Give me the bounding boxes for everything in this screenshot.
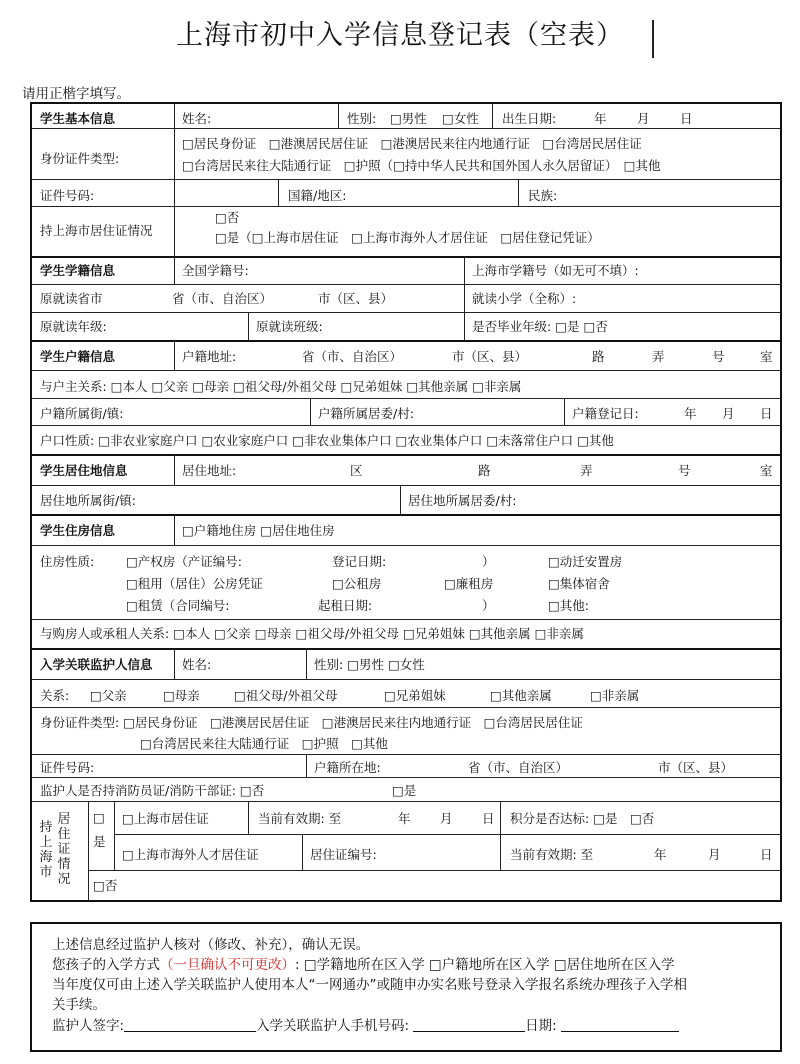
- other-housing-checkbox[interactable]: □其他:: [548, 598, 590, 613]
- residence-permit-yes[interactable]: □是（□上海市居住证 □上海市海外人才居住证 □居住登记凭证）: [215, 230, 600, 245]
- residence-permit-label: 持上海市居住证情况: [40, 223, 153, 238]
- birth-day-unit: 日: [680, 111, 693, 126]
- nationality-label: 国籍/地区:: [288, 188, 347, 203]
- hukou-road-unit: 路: [592, 349, 605, 364]
- points-qualified-options[interactable]: 积分是否达标: □是 □否: [510, 811, 655, 826]
- guardian-signature-label: 监护人签字:: [52, 1018, 125, 1034]
- page-title: 上海市初中入学信息登记表（空表）: [176, 20, 624, 51]
- student-gender-label: 性别:: [347, 111, 377, 126]
- id-type-label: 身份证件类型:: [40, 151, 120, 166]
- talent-permit-month-unit: 月: [708, 847, 721, 862]
- guardian-gender-options[interactable]: 性别: □男性 □女性: [314, 657, 425, 672]
- relation-mother-checkbox[interactable]: □母亲: [163, 688, 200, 703]
- confirm-statement: 上述信息经过监护人核对（修改、补充），确认无误。: [52, 937, 370, 953]
- hukou-reg-date-label: 户籍登记日:: [572, 406, 639, 421]
- relation-sibling-checkbox[interactable]: □兄弟姐妹: [384, 688, 446, 703]
- enrollment-method-line: [52, 956, 675, 974]
- hukou-street-label: 户籍所属街/镇:: [40, 406, 124, 421]
- public-rent-house-checkbox[interactable]: □公租房: [332, 576, 382, 591]
- guardian-permit-no-checkbox[interactable]: □否: [93, 878, 118, 893]
- firefighter-certificate-question[interactable]: 监护人是否持消防员证/消防干部证: □否: [40, 783, 265, 798]
- original-grade-label: 原就读年级:: [40, 319, 107, 334]
- talent-permit-year-unit: 年: [654, 847, 667, 862]
- section-header-school: 学生学籍信息: [40, 263, 116, 278]
- section-header-housing: 学生住房信息: [40, 523, 116, 538]
- birth-year-unit: 年: [594, 111, 607, 126]
- housing-type-options[interactable]: □户籍地住房 □居住地住房: [182, 523, 335, 538]
- relation-father-checkbox[interactable]: □父亲: [90, 688, 127, 703]
- birth-month-unit: 月: [637, 111, 650, 126]
- id-type-options-2[interactable]: □台湾居民来往大陆通行证 □护照（□持中华人民共和国外国人永久居留证） □其他: [182, 158, 661, 173]
- relation-grandparent-checkbox[interactable]: □祖父母/外祖父母: [234, 688, 338, 703]
- hukou-reg-month-unit: 月: [722, 406, 735, 421]
- hukou-reg-year-unit: 年: [684, 406, 697, 421]
- birth-date-label: 出生日期:: [502, 111, 557, 126]
- permit-valid-month-unit: 月: [440, 811, 453, 826]
- gender-female-checkbox[interactable]: □女性: [442, 111, 479, 126]
- relation-other-relative-checkbox[interactable]: □其他亲属: [490, 688, 552, 703]
- procedure-note-line1: 当年度仅可由上述入学关联监护人使用本人“一网通办”或随申办实名账号登录入学报名系统办理孩子入学相: [52, 977, 687, 993]
- confirmation-box: [30, 922, 782, 1052]
- public-rental-certificate-checkbox[interactable]: □租用（居住）公房凭证: [126, 576, 263, 591]
- hukou-number-unit: 号: [712, 349, 725, 364]
- shanghai-student-no-label: 上海市学籍号（如无可不填）:: [472, 263, 639, 278]
- guardian-phone-field[interactable]: [413, 1018, 525, 1032]
- hukou-nature-options[interactable]: 户口性质: □非农业家庭户口 □农业家庭户口 □非农业集体户口 □农业集体户口 □未落常住户口 □其他: [40, 433, 614, 448]
- sign-date-label: 日期:: [525, 1018, 557, 1034]
- ethnicity-label: 民族:: [528, 188, 558, 203]
- buyer-relation-options[interactable]: 与购房人或承租人关系: □本人 □父亲 □母亲 □祖父母/外祖父母 □兄弟姐妹 □其他亲属 □非亲属: [40, 626, 584, 641]
- registration-form: [30, 102, 782, 902]
- hukou-lane-unit: 弄: [652, 349, 665, 364]
- hukou-room-unit: 室: [760, 349, 773, 364]
- shanghai-vertical-label: 持上海市: [39, 820, 53, 880]
- guardian-province-unit: 省（市、自治区）: [468, 760, 569, 775]
- guardian-permit-yes-checkbox[interactable]: □: [93, 810, 105, 825]
- section-header-hukou: 学生户籍信息: [40, 349, 116, 364]
- registration-date-label: 登记日期:: [332, 554, 387, 569]
- guardian-name-label: 姓名:: [182, 657, 212, 672]
- property-house-checkbox[interactable]: □产权房（产证编号:: [126, 554, 243, 569]
- enrollment-method-options[interactable]: : □学籍地所在区入学 □户籍地所在区入学 □居住地所在区入学: [295, 957, 675, 973]
- irrevocable-warning: （一旦确认不可更改）: [160, 957, 295, 973]
- national-student-no-label: 全国学籍号:: [182, 263, 249, 278]
- firefighter-certificate-yes[interactable]: □是: [392, 783, 417, 798]
- id-number-label: 证件号码:: [40, 188, 95, 203]
- living-road-unit: 路: [478, 463, 491, 478]
- original-class-label: 原就读班级:: [256, 319, 323, 334]
- living-street-label: 居住地所属街/镇:: [40, 493, 136, 508]
- living-committee-label: 居住地所属居委/村:: [408, 493, 517, 508]
- hukou-province-unit: 省（市、自治区）: [302, 349, 403, 364]
- living-lane-unit: 弄: [580, 463, 593, 478]
- householder-relation-options[interactable]: 与户主关系: □本人 □父亲 □母亲 □祖父母/外祖父母 □兄弟姐妹 □其他亲属 □非亲属: [40, 379, 522, 394]
- hukou-reg-day-unit: 日: [760, 406, 773, 421]
- guardian-relation-label: 关系:: [40, 688, 70, 703]
- talent-permit-day-unit: 日: [760, 847, 773, 862]
- living-number-unit: 号: [678, 463, 691, 478]
- city-unit: 市（区、县）: [318, 291, 394, 306]
- permit-valid-day-unit: 日: [482, 811, 495, 826]
- section-header-basic: 学生基本信息: [40, 111, 116, 126]
- sign-date-field[interactable]: [561, 1018, 679, 1032]
- procedure-note-line2: 关手续。: [52, 997, 106, 1013]
- section-header-guardian: 入学关联监护人信息: [40, 657, 153, 672]
- hukou-address-label: 户籍地址:: [182, 349, 237, 364]
- living-district-unit: 区: [350, 463, 363, 478]
- signature-line: [52, 1017, 679, 1035]
- dormitory-checkbox[interactable]: □集体宿舍: [548, 576, 610, 591]
- enrollment-method-label: 您孩子的入学方式: [52, 957, 160, 973]
- guardian-id-number-label: 证件号码:: [40, 760, 95, 775]
- sh-residence-permit-checkbox[interactable]: □上海市居住证: [122, 811, 209, 826]
- living-room-unit: 室: [760, 463, 773, 478]
- hukou-committee-label: 户籍所属居委/村:: [318, 406, 414, 421]
- guardian-hukou-place-label: 户籍所在地:: [314, 760, 381, 775]
- text-cursor: [652, 20, 654, 58]
- lease-start-date-label: 起租日期:: [318, 598, 373, 613]
- residence-vertical-label: 居住证情况: [57, 812, 71, 887]
- province-unit: 省（市、自治区）: [172, 291, 273, 306]
- living-address-label: 居住地址:: [182, 463, 237, 478]
- section-header-living: 学生居住地信息: [40, 463, 128, 478]
- relocation-house-checkbox[interactable]: □动迁安置房: [548, 554, 623, 569]
- guardian-id-type-options-1[interactable]: 身份证件类型: □居民身份证 □港澳居民居住证 □港澳居民来往内地通行证 □台湾居民居住证: [40, 715, 583, 730]
- guardian-permit-yes-label: 是: [93, 834, 106, 849]
- sh-talent-permit-checkbox[interactable]: □上海市海外人才居住证: [122, 847, 259, 862]
- low-rent-house-checkbox[interactable]: □廉租房: [444, 576, 494, 591]
- permit-valid-year-unit: 年: [398, 811, 411, 826]
- housing-nature-label: 住房性质:: [40, 554, 95, 569]
- original-province-label: 原就读省市: [40, 291, 103, 306]
- primary-school-label: 就读小学（全称）:: [472, 291, 577, 306]
- guardian-id-type-options-2[interactable]: □台湾居民来往大陆通行证 □护照 □其他: [140, 736, 388, 751]
- guardian-city-unit: 市（区、县）: [658, 760, 734, 775]
- instruction-note: 请用正楷字填写。: [22, 86, 130, 102]
- graduating-grade-options[interactable]: 是否毕业年级: □是 □否: [472, 319, 608, 334]
- gender-male-checkbox[interactable]: □男性: [390, 111, 427, 126]
- guardian-signature-field[interactable]: [124, 1018, 256, 1032]
- row3-close-paren: ）: [482, 598, 495, 613]
- relation-non-relative-checkbox[interactable]: □非亲属: [590, 688, 640, 703]
- student-name-label: 姓名:: [182, 111, 212, 126]
- talent-permit-valid-label: 当前有效期: 至: [510, 847, 594, 862]
- lease-checkbox[interactable]: □租赁（合同编号:: [126, 598, 230, 613]
- permit-valid-until-label: 当前有效期: 至: [258, 811, 342, 826]
- row1-close-paren: ）: [482, 554, 495, 569]
- permit-number-label: 居住证编号:: [310, 847, 377, 862]
- id-type-options-1[interactable]: □居民身份证 □港澳居民居住证 □港澳居民来往内地通行证 □台湾居民居住证: [182, 136, 642, 151]
- guardian-phone-label: 入学关联监护人手机号码:: [256, 1018, 410, 1034]
- residence-permit-no[interactable]: □否: [215, 210, 240, 225]
- hukou-city-unit: 市（区、县）: [452, 349, 528, 364]
